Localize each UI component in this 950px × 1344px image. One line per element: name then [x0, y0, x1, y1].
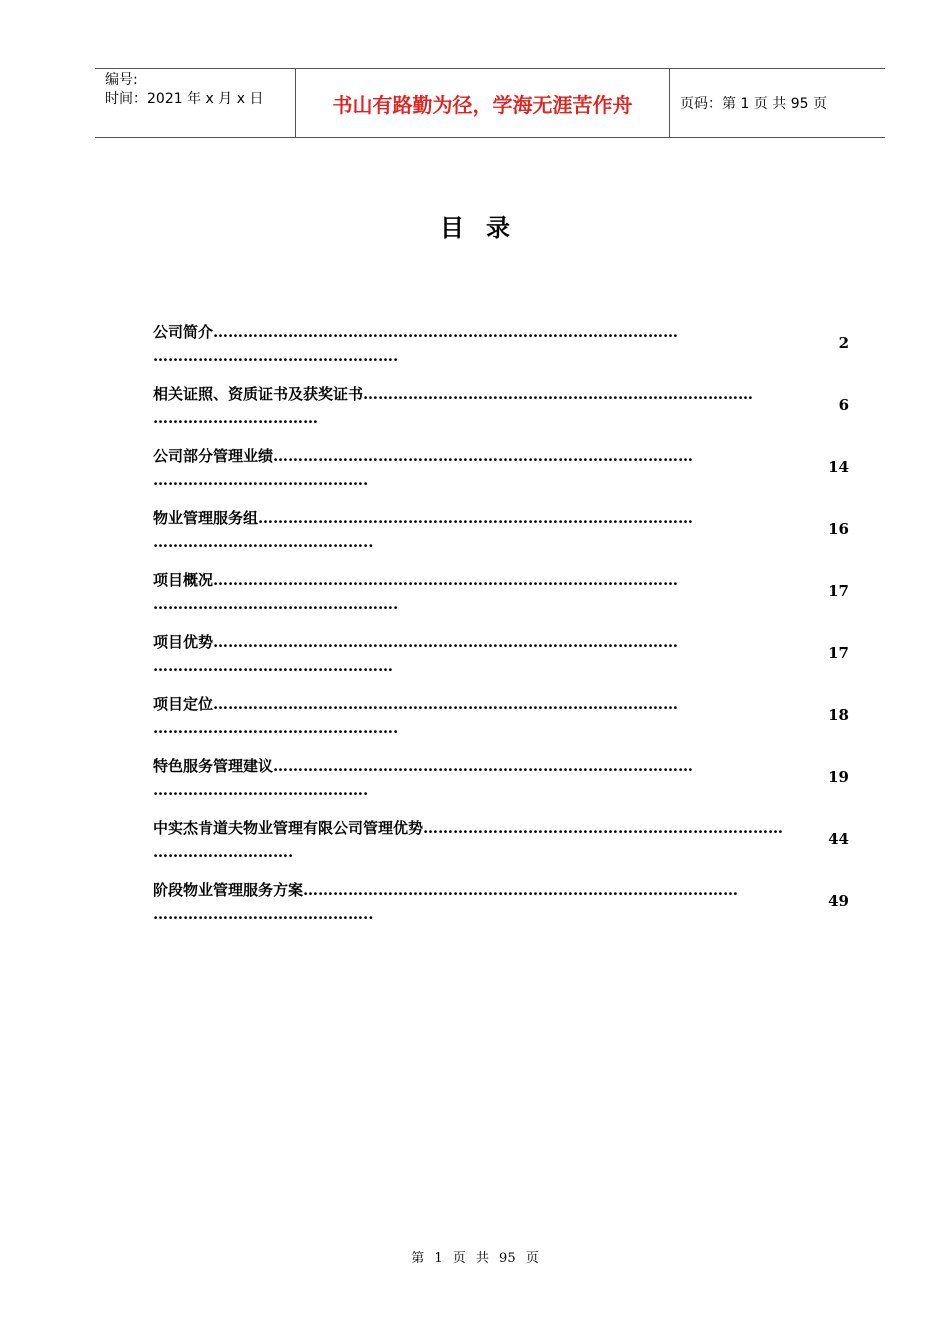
toc-leader-dots: …………………………………………………………………… — [363, 385, 754, 403]
toc-entry-title: 项目定位 — [153, 695, 214, 713]
toc-entry-title: 物业管理服务组 — [153, 509, 259, 527]
toc-entry-title: 项目优势 — [153, 633, 214, 651]
number-label: 编号: — [105, 72, 138, 88]
toc-page-number: 17 — [828, 644, 849, 662]
toc-leader-dots: ………………………………………………………………………… — [273, 447, 694, 465]
toc-leader-dots: ………………………………………………………………………… — [273, 757, 694, 775]
toc-leader-dots: ………………………………………………………………………………… — [213, 571, 679, 589]
toc-page-number: 6 — [838, 396, 849, 414]
toc-leader-dots: ……………………………………………………………… — [423, 819, 784, 837]
toc-leader-dots: ………………………………………… — [153, 657, 393, 675]
toc-leader-dots: ………………………. — [153, 843, 294, 861]
toc-entry[interactable] — [153, 508, 853, 570]
toc-entry[interactable] — [153, 322, 853, 384]
toc-entry[interactable] — [153, 384, 853, 446]
toc-entry[interactable] — [153, 632, 853, 694]
toc-page-number: 17 — [828, 582, 849, 600]
time-label: 时间：2021 年 x 月 x 日 — [105, 91, 264, 107]
header-meta — [95, 69, 296, 137]
toc-entry[interactable] — [153, 818, 853, 880]
toc-entry-title: 项目概况 — [153, 571, 214, 589]
toc-leader-dots: …………………………………………………………………………… — [303, 881, 739, 899]
page-header — [95, 68, 885, 138]
toc-entry[interactable] — [153, 880, 853, 942]
toc-page-number: 49 — [828, 892, 849, 910]
toc-leader-dots: …………………………… — [153, 409, 318, 427]
toc-leader-dots: …………………………………………………………………………… — [258, 509, 694, 527]
toc-entry-title: 公司部分管理业绩 — [153, 447, 274, 465]
toc-leader-dots: …………………………………………. — [153, 595, 399, 613]
toc-page-number: 18 — [828, 706, 849, 724]
toc-leader-dots: …………………………………….. — [153, 905, 374, 923]
header-motto: 书山有路勤为径，学海无涯苦作舟 — [296, 69, 670, 137]
toc-page-number: 2 — [838, 334, 849, 352]
toc-entry-title: 中实杰肯道夫物业管理有限公司管理优势 — [153, 819, 424, 837]
toc-entry[interactable] — [153, 694, 853, 756]
toc-entry-title: 特色服务管理建议 — [153, 757, 274, 775]
toc-entry-title: 阶段物业管理服务方案 — [153, 881, 304, 899]
page-footer: 第 1 页 共 95 页 — [411, 1251, 539, 1266]
table-of-contents — [153, 322, 853, 942]
toc-page-number: 19 — [828, 768, 849, 786]
toc-leader-dots: ………………………………………………………………………………… — [213, 323, 679, 341]
toc-entry[interactable] — [153, 570, 853, 632]
toc-entry-title: 相关证照、资质证书及获奖证书 — [153, 385, 364, 403]
toc-entry[interactable] — [153, 446, 853, 508]
toc-page-number: 16 — [828, 520, 849, 538]
toc-leader-dots: …………………………………………. — [153, 719, 399, 737]
toc-leader-dots: …………………………………….. — [153, 533, 374, 551]
toc-leader-dots: ……………………………………. — [153, 781, 369, 799]
toc-entry-title: 公司简介 — [153, 323, 214, 341]
page-title: 目录 — [440, 214, 532, 242]
toc-page-number: 14 — [828, 458, 849, 476]
toc-leader-dots: ………………………………………………………………………………… — [213, 633, 679, 651]
toc-leader-dots: ……………………………………. — [153, 471, 369, 489]
toc-leader-dots: ………………………………………………………………………………… — [213, 695, 679, 713]
toc-leader-dots: …………………………………………. — [153, 347, 399, 365]
header-page-info: 页码：第 1 页 共 95 页 — [680, 96, 827, 112]
toc-entry[interactable] — [153, 756, 853, 818]
toc-page-number: 44 — [828, 830, 849, 848]
